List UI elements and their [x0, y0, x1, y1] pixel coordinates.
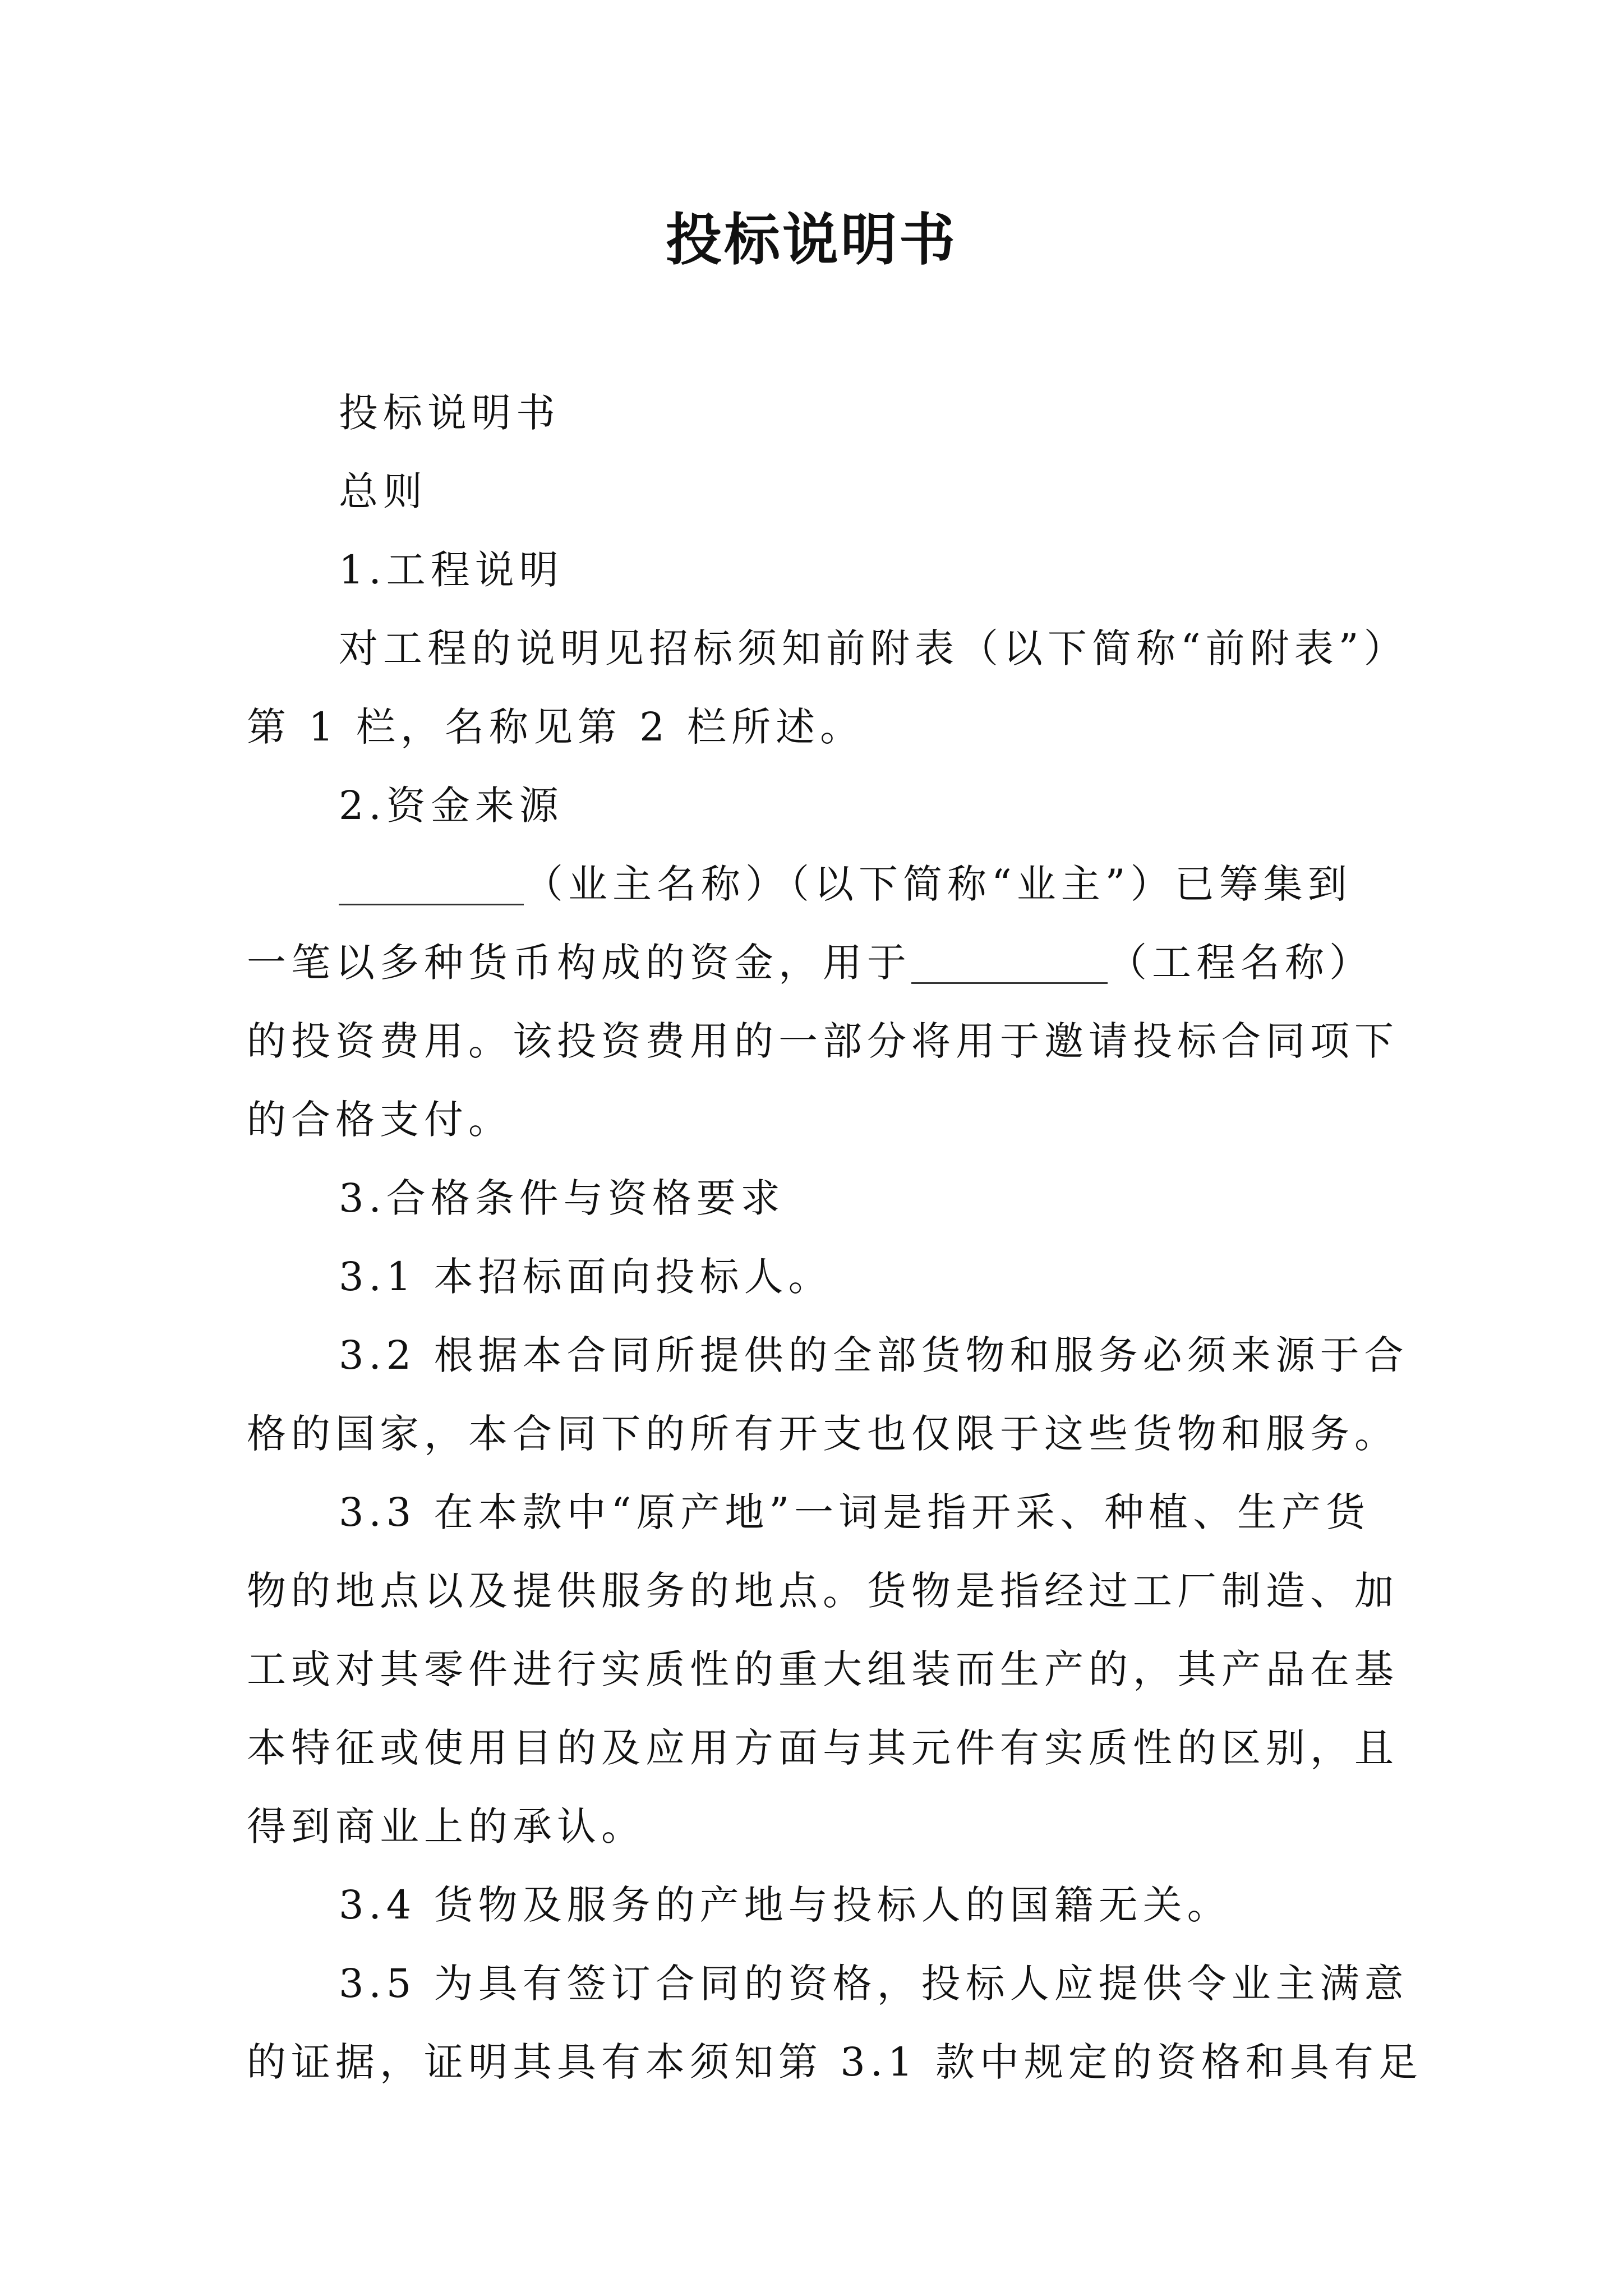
body-line: 投标说明书 — [339, 390, 560, 436]
body-line: 物的地点以及提供服务的地点。货物是指经过工厂制造、加 — [247, 1568, 1399, 1614]
section-heading-funding: 2.资金来源 — [339, 783, 564, 829]
body-text-fragment: （业主名称）（以下简称“业主”）已筹集到 — [524, 861, 1352, 907]
clause-3-2: 3.2 根据本合同所提供的全部货物和服务必须来源于合 — [339, 1332, 1409, 1378]
body-line: 格的国家，本合同下的所有开支也仅限于这些货物和服务。 — [247, 1411, 1399, 1457]
body-text-fragment: （工程名称） — [1108, 940, 1373, 986]
document-title: 投标说明书 — [666, 207, 957, 273]
clause-3-5: 3.5 为具有签订合同的资格，投标人应提供令业主满意 — [339, 1961, 1409, 2007]
clause-3-3: 3.3 在本款中“原产地”一词是指开采、种植、生产货 — [339, 1489, 1371, 1535]
body-line: 得到商业上的承认。 — [247, 1803, 645, 1849]
document-body — [247, 374, 1423, 2101]
body-line-with-blank — [247, 845, 1391, 923]
body-line-with-blank — [247, 923, 1391, 1002]
clause-3-1: 3.1 本招标面向投标人。 — [339, 1254, 833, 1300]
body-line: 第 1 栏，名称见第 2 栏所述。 — [247, 704, 865, 750]
body-line: 的合格支付。 — [247, 1097, 513, 1143]
section-heading-project: 1.工程说明 — [339, 547, 564, 593]
section-heading-eligibility: 3.合格条件与资格要求 — [339, 1175, 785, 1221]
project-name-blank — [911, 937, 1108, 984]
body-line: 本特征或使用目的及应用方面与其元件有实质性的区别，且 — [247, 1725, 1399, 1771]
body-line: 的证据，证明其具有本须知第 3.1 款中规定的资格和具有足 — [247, 2039, 1423, 2085]
clause-3-4: 3.4 货物及服务的产地与投标人的国籍无关。 — [339, 1882, 1232, 1928]
body-line: 对工程的说明见招标须知前附表（以下简称“前附表”） — [339, 625, 1408, 671]
body-line: 的投资费用。该投资费用的一部分将用于邀请投标合同项下 — [247, 1018, 1399, 1064]
section-heading-general: 总则 — [339, 468, 427, 514]
owner-name-blank — [339, 859, 524, 905]
body-text-fragment: 一笔以多种货币构成的资金，用于 — [247, 940, 911, 986]
body-line: 工或对其零件进行实质性的重大组装而生产的，其产品在基 — [247, 1646, 1399, 1692]
